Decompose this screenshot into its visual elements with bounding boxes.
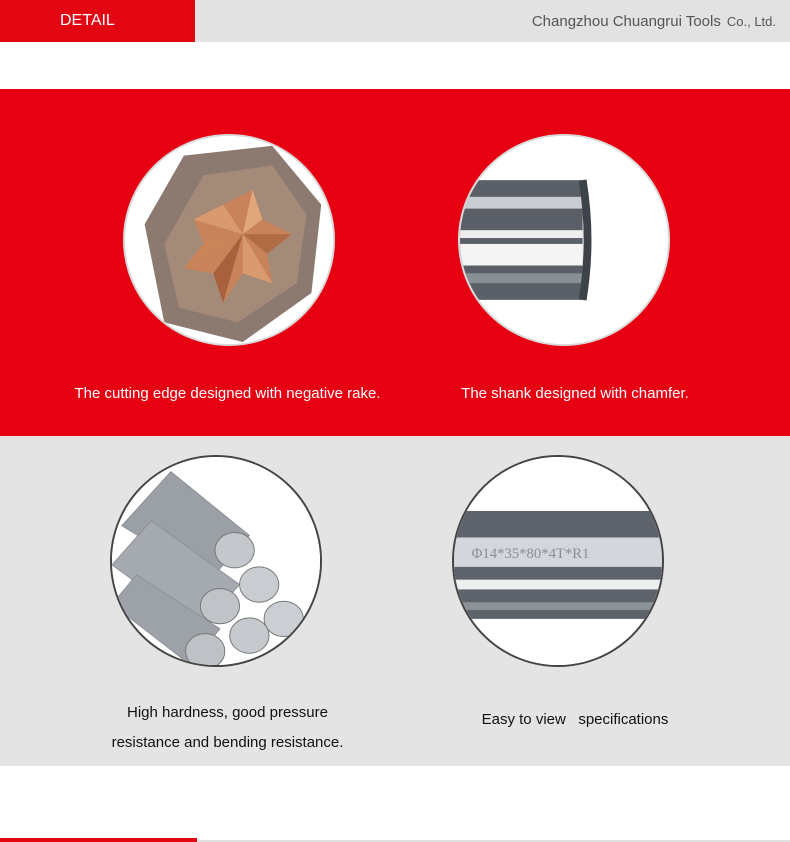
caption-cutting-edge: The cutting edge designed with negative rake. [74,385,381,402]
carbide-rods-image [110,455,322,667]
detail-tab[interactable]: DETAIL [0,0,195,42]
company-name-main: Changzhou Chuangrui Tools [531,13,721,30]
company-name-suffix: Co., Ltd. [726,14,776,29]
header-bar [0,0,790,42]
caption-specifications: Easy to view specifications [481,711,669,728]
cutting-edge-image [123,134,335,346]
caption-shank-chamfer: The shank designed with chamfer. [461,385,689,402]
section-divider-accent [0,838,197,842]
caption-hardness-line1: High hardness, good pressure [127,704,328,721]
feature-band-top [0,89,790,436]
shank-chamfer-image [458,134,670,346]
spec-marking-text: Φ14*35*80*4T*R1 [471,546,590,563]
spec-marking-image [452,455,664,667]
company-name [532,0,776,42]
caption-hardness-line2: resistance and bending resistance. [111,734,344,751]
